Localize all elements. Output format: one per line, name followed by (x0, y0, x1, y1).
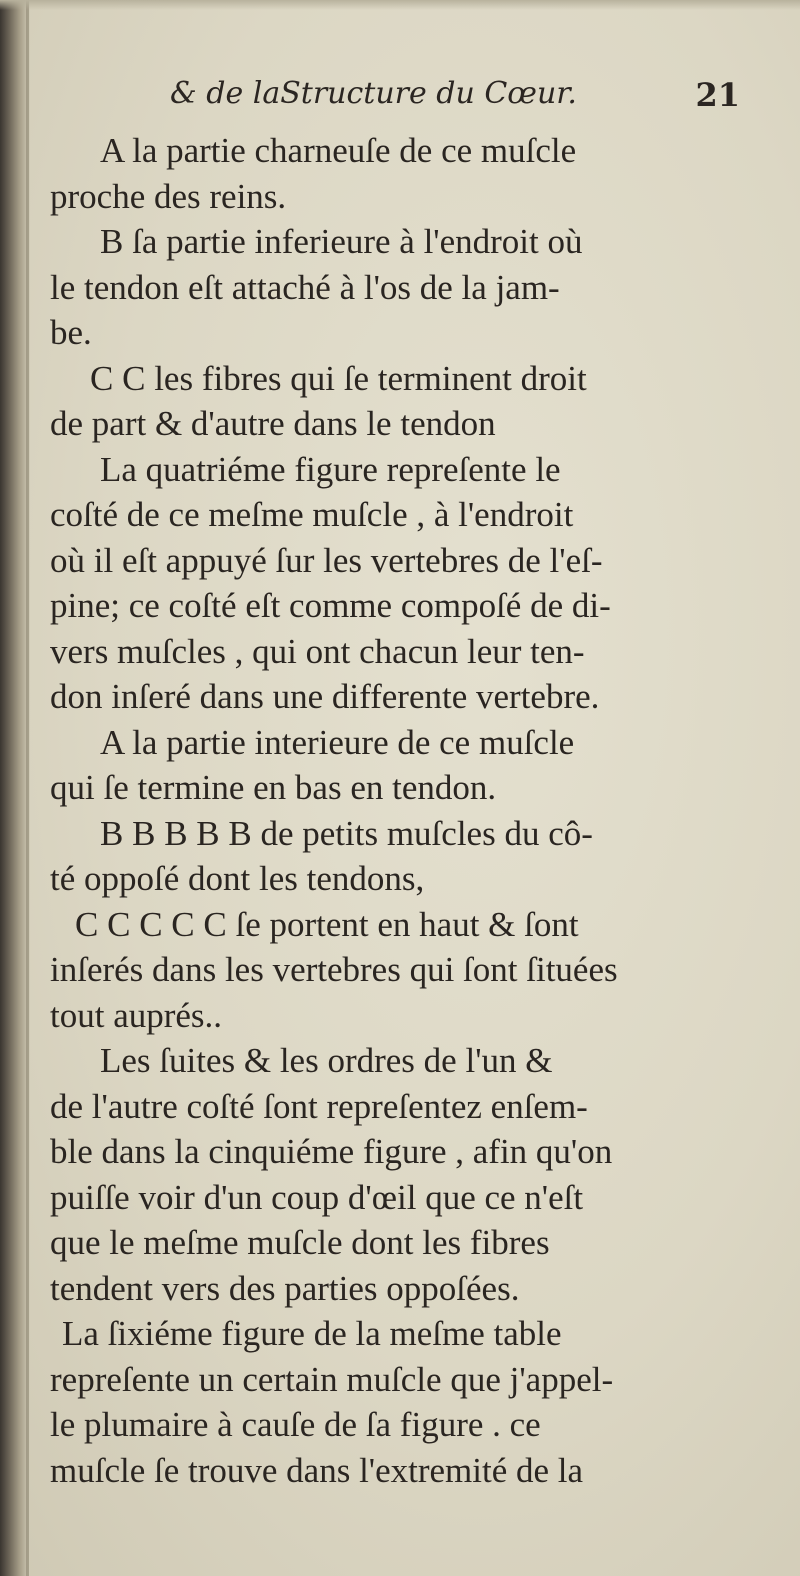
text-line: La quatriéme figure repreſente le (100, 449, 561, 489)
text-line: ble dans la cinquiéme figure , afin qu'on (50, 1132, 613, 1171)
text-line: A la partie interieure de ce muſcle (100, 722, 575, 762)
body-text (50, 128, 740, 1493)
text-line: muſcle ſe trouve dans l'extremité de la (50, 1450, 584, 1490)
text-line: où il eſt appuyé ſur les vertebres de l'eſ- (50, 540, 603, 580)
page-number: 21 (695, 76, 740, 114)
text-line: de part & d'autre dans le tendon (50, 404, 496, 443)
text-line: coſté de ce meſme muſcle , à l'endroit (50, 495, 574, 534)
text-line: pine; ce coſté eſt comme compoſé de di- (50, 586, 611, 625)
text-line: C C les fibres qui ſe terminent droit (90, 358, 587, 398)
text-line: don inſeré dans une differente vertebre. (50, 677, 600, 716)
text-line: qui ſe termine en bas en tendon. (50, 768, 497, 807)
text-line: tendent vers des parties oppoſées. (50, 1268, 520, 1308)
text-line: té oppoſé dont les tendons, (50, 859, 425, 898)
text-line: proche des reins. (50, 176, 287, 216)
text-line: be. (50, 313, 92, 352)
text-line: C C C C C ſe portent en haut & ſont (75, 904, 579, 944)
text-line: le plumaire à cauſe de ſa figure . ce (50, 1405, 541, 1444)
text-line: B B B B B de petits muſcles du cô- (100, 813, 593, 853)
running-head: & de laStructure du Cœur. (170, 76, 577, 111)
page-gutter (26, 0, 29, 1576)
text-line: inſerés dans les vertebres qui ſont ſituées (50, 950, 618, 989)
text-line: Les ſuites & les ordres de l'un & (100, 1041, 553, 1080)
text-line: puiſſe voir d'un coup d'œil que ce n'eſt (50, 1177, 584, 1217)
text-line: La ſixiéme figure de la meſme table (62, 1314, 562, 1353)
text-line: de l'autre coſté ſont repreſentez enſem- (50, 1086, 588, 1126)
text-line: B ſa partie inferieure à l'endroit où (100, 222, 583, 261)
text-line: le tendon eſt attaché à l'os de la jam- (50, 267, 560, 307)
text-line: repreſente un certain muſcle que j'appel- (50, 1359, 614, 1399)
text-line: que le meſme muſcle dont les fibres (50, 1223, 550, 1262)
text-line: A la partie charneuſe de ce muſcle (100, 131, 577, 170)
text-line: tout auprés.. (50, 995, 223, 1035)
text-line: vers muſcles , qui ont chacun leur ten- (50, 631, 585, 671)
page-header (170, 72, 740, 120)
page-top-edge (0, 0, 800, 10)
